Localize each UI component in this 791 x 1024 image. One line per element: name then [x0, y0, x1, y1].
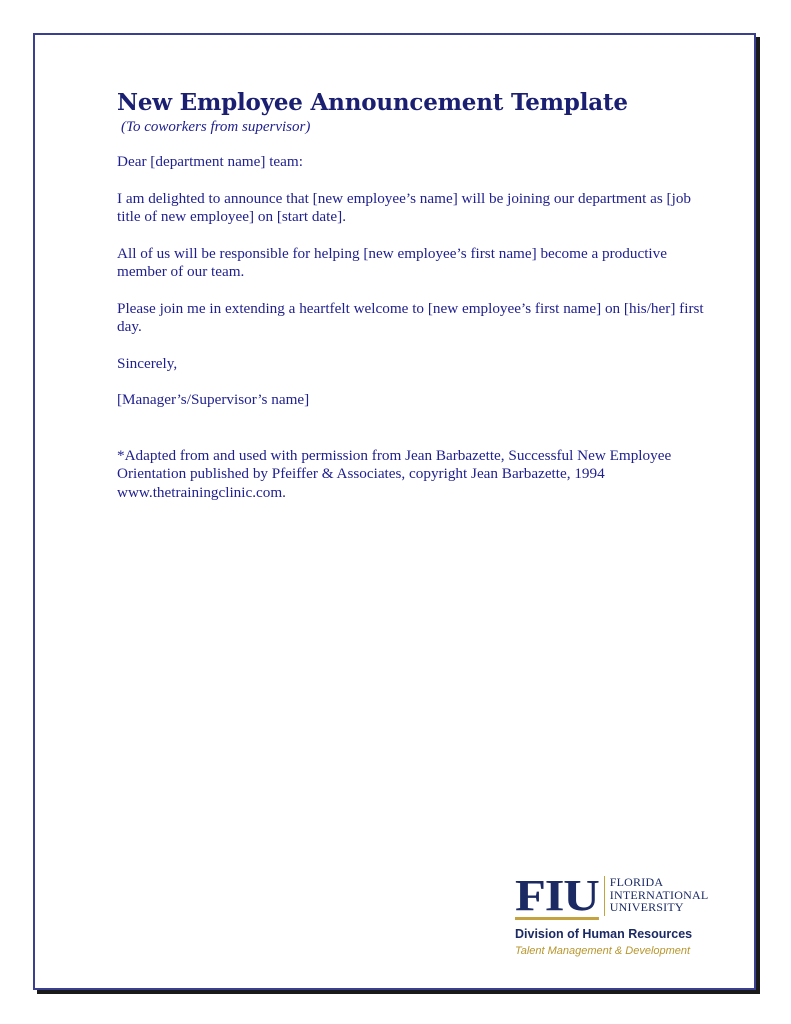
university-name-line: FLORIDA: [609, 875, 664, 889]
document-subtitle: (To coworkers from supervisor): [121, 119, 311, 135]
greeting: Dear [department name] team:: [117, 153, 303, 170]
credit-note: *Adapted from and used with permission from Jean Barbazette, Successful New Employee Orientation published by Pfeiffer & Associates, copyright Jean Barbazette, 1994 www.thetrainingclinic.com.: [117, 446, 672, 501]
signature-placeholder: [Manager’s/Supervisor’s name]: [117, 391, 310, 408]
university-name: [610, 876, 709, 914]
document-body: [117, 88, 717, 502]
logo-divider: [604, 876, 605, 916]
division-name: Division of Human Resources: [515, 927, 693, 941]
document-title: New Employee Announcement Template: [117, 89, 628, 116]
paragraph-welcome: Please join me in extending a heartfelt welcome to [new employee’s first name] on [his/her] first day.: [117, 299, 704, 335]
closing: Sincerely,: [117, 354, 178, 372]
fiu-wordmark: FIU: [515, 871, 599, 920]
university-name-line: UNIVERSITY: [609, 900, 684, 914]
fiu-logo: [515, 871, 725, 957]
university-name-line: INTERNATIONAL: [609, 887, 709, 902]
paragraph-responsibility: All of us will be responsible for helping [new employee’s first name] become a productive member of our team.: [117, 244, 667, 280]
paragraph-announcement: I am delighted to announce that [new employee’s name] will be joining our department as [job title of new employee] on [start date].: [117, 189, 692, 225]
division-tagline: Talent Management & Development: [515, 945, 691, 957]
